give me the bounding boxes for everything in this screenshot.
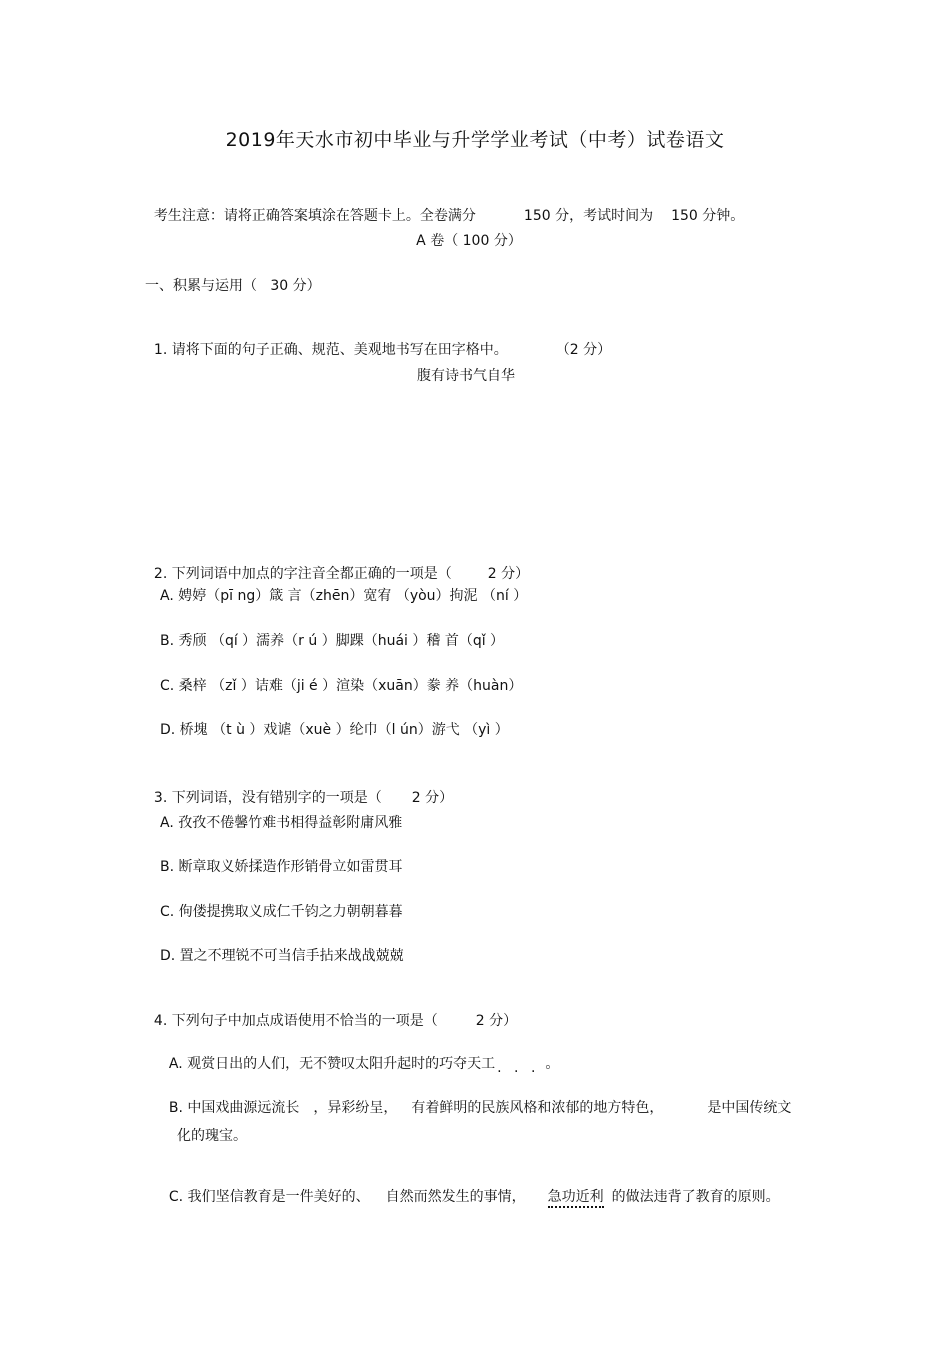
question-2-option-a: A. 娉婷（pī ng）箴 言（zhēn）宽宥 （yòu）拘泥 （ní ） [160,588,528,604]
notice-score: 150 分，考试时间为 [523,208,654,224]
question-4-option-c-end: 的做法违背了教育的原则。 [611,1189,780,1205]
question-4-option-b-mid: ，异彩纷呈， [313,1100,398,1116]
question-1 [145,320,611,360]
question-4-option-b [160,1078,791,1118]
question-3-option-d: D. 置之不理锐不可当信手拈来战战兢兢 [160,948,404,964]
question-4-option-c-idiom: 急功近利 [548,1189,604,1208]
question-3 [145,768,453,808]
notice-time: 150 分钟。 [671,208,745,224]
question-4-option-b-mid2: 有着鲜明的民族风格和浓郁的地方特色， [411,1100,664,1116]
question-2-points: 2 分） [487,566,530,582]
page-title: 2019年天水市初中毕业与升学学业考试（中考）试卷语文 [225,129,725,151]
question-4-stem: 4. 下列句子中加点成语使用不恰当的一项是（ [153,1013,438,1029]
question-3-option-b: B. 断章取义娇揉造作形销骨立如雷贯耳 [160,859,403,875]
question-4-option-b-text: B. 中国戏曲源远流长 [168,1100,300,1116]
question-4-option-c-mid: 自然而然发生的事情， [385,1189,526,1205]
notice-label: 考生注意：请将正确答案填涂在答题卡上。全卷满分 [153,208,476,224]
question-3-points: 2 分） [411,790,454,806]
question-2 [145,544,529,584]
section-a-heading: A 卷（ 100 分） [416,233,522,249]
question-4-option-c [160,1167,780,1207]
question-4-option-a-text: A. 观赏日出的人们，无不赞叹太阳升起时的巧夺天工 [168,1056,496,1072]
emphasis-dots: . . . [497,1060,540,1076]
question-1-stem: 1. 请将下面的句子正确、规范、美观地书写在田字格中。 [153,342,508,358]
question-1-points: （2 分） [555,342,612,358]
question-4-option-a [160,1034,559,1074]
question-2-option-c: C. 桑梓 （zǐ ）诘难（ji é ）渲染（xuān）豢 养（huàn） [160,678,523,694]
question-4-points: 2 分） [475,1013,518,1029]
question-4-option-b-end: 是中国传统文 [707,1100,792,1116]
question-2-stem: 2. 下列词语中加点的字注音全都正确的一项是（ [153,566,452,582]
question-3-stem: 3. 下列词语，没有错别字的一项是（ [153,790,382,806]
question-1-phrase: 腹有诗书气自华 [417,368,515,384]
question-2-option-d: D. 桥塊 （t ù ）戏谑（xuè ）纶巾（l ún）游弋 （yì ） [160,722,509,738]
question-3-option-c: C. 佝偻提携取义成仁千钧之力朝朝暮暮 [160,904,403,920]
question-2-option-b: B. 秀颀 （qí ）濡养（r ú ）脚踝（huái ）稽 首（qǐ ） [160,633,505,649]
question-4-option-a-end: 。 [545,1056,560,1072]
question-4-option-b-continued: 化的瑰宝。 [177,1128,247,1144]
exam-notice [145,186,744,226]
question-3-option-a: A. 孜孜不倦馨竹难书相得益彰附庸风雅 [160,815,403,831]
question-4 [145,991,517,1031]
part1-heading: 一、积累与运用（ 30 分） [145,278,321,294]
question-4-option-c-text: C. 我们坚信教育是一件美好的、 [168,1189,370,1205]
